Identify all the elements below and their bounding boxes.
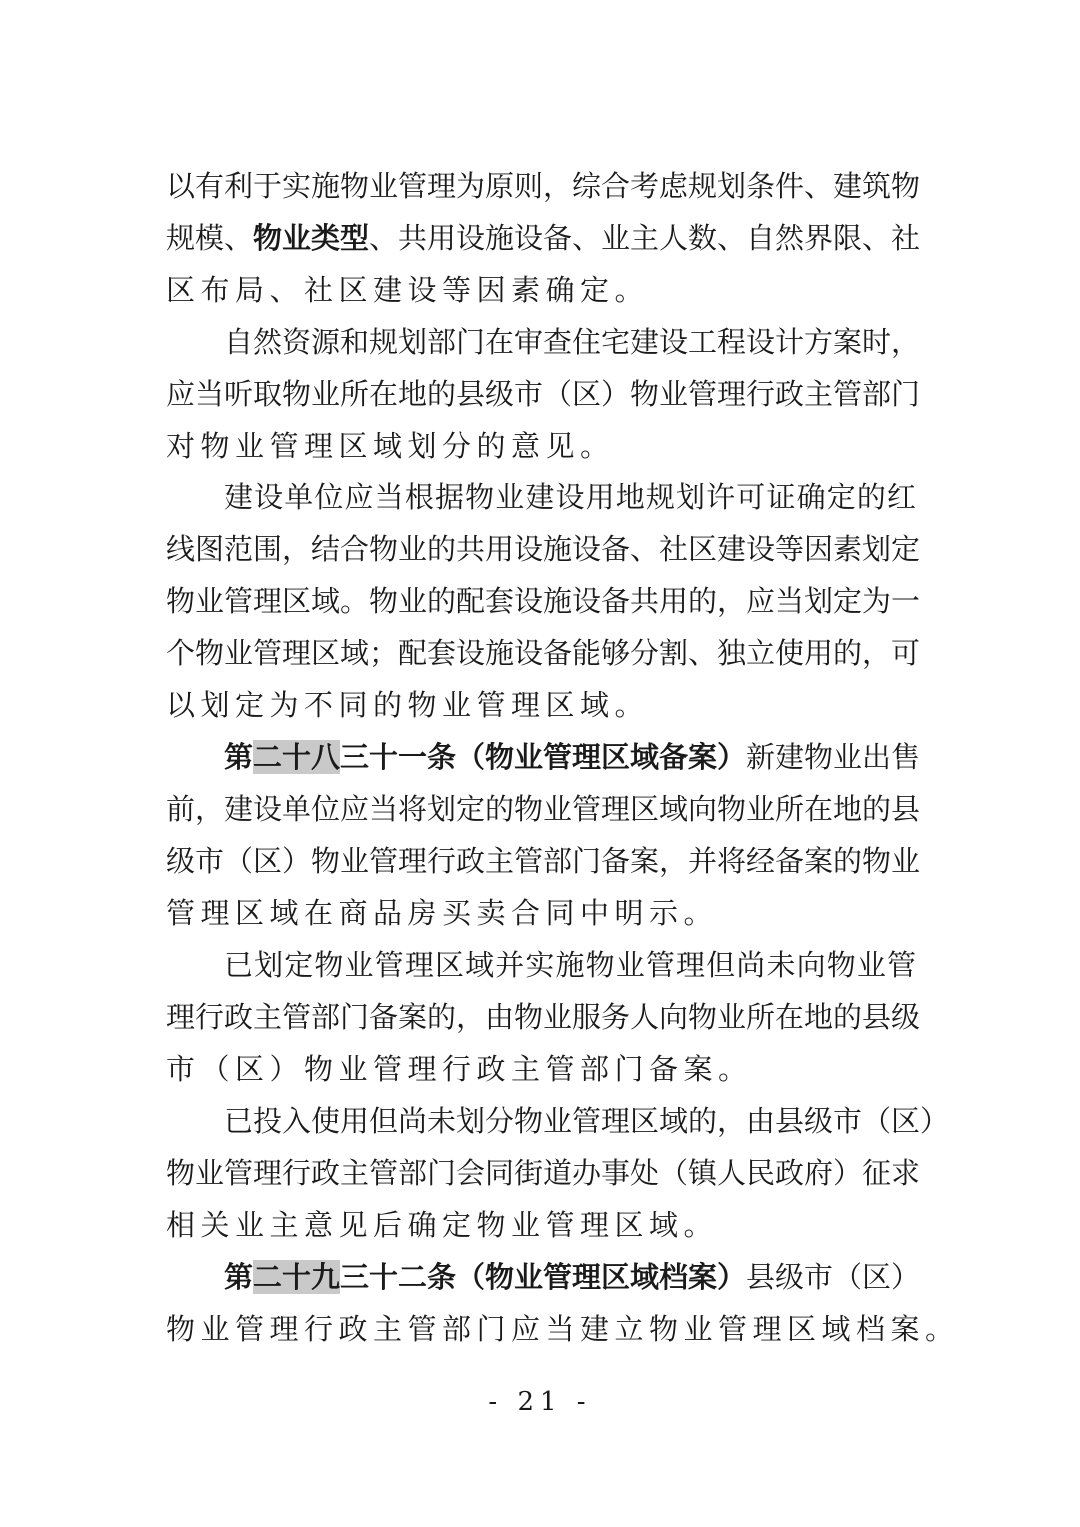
text-span: 县级市（区） xyxy=(746,1260,921,1294)
article-heading-line xyxy=(224,1257,921,1297)
paragraph-first-line: 建设单位应当根据物业建设用地规划许可证确定的红 xyxy=(224,480,916,514)
article-prefix: 第 xyxy=(224,740,254,774)
article-prefix: 第 xyxy=(224,1260,254,1294)
bold-text: 物业类型 xyxy=(253,221,370,255)
page-number: - 21 - xyxy=(488,1387,592,1417)
text-line: 个物业管理区域；配套设施设备能够分割、独立使用的，可 xyxy=(166,636,921,670)
article-heading-line xyxy=(224,737,921,777)
text-line: 线图范围，结合物业的共用设施设备、社区建设等因素划定 xyxy=(166,532,921,566)
text-line xyxy=(166,218,921,258)
highlighted-old-number: 二十八 xyxy=(253,740,341,774)
text-span: 规模、 xyxy=(166,221,254,255)
text-line: 物业管理区域。物业的配套设施设备共用的，应当划定为一 xyxy=(166,584,921,618)
text-line: 物业管理行政主管部门应当建立物业管理区域档案。 xyxy=(166,1312,960,1346)
text-line: 区布局、社区建设等因素确定。 xyxy=(166,273,650,307)
article-title: 三十一条（物业管理区域备案） xyxy=(340,740,747,774)
paragraph-first-line: 已划定物业管理区域并实施物业管理但尚未向物业管 xyxy=(224,948,916,982)
text-line: 前，建设单位应当将划定的物业管理区域向物业所在地的县 xyxy=(166,792,921,826)
text-line: 管理区域在商品房买卖合同中明示。 xyxy=(166,896,719,930)
text-line: 理行政主管部门备案的，由物业服务人向物业所在地的县级 xyxy=(166,1000,921,1034)
text-span: 新建物业出售 xyxy=(746,740,921,774)
article-title: 三十二条（物业管理区域档案） xyxy=(340,1260,747,1294)
text-line: 市（区）物业管理行政主管部门备案。 xyxy=(166,1052,753,1086)
text-line: 以划定为不同的物业管理区域。 xyxy=(166,688,650,722)
paragraph-first-line: 已投入使用但尚未划分物业管理区域的，由县级市（区） xyxy=(224,1104,950,1138)
paragraph-first-line: 自然资源和规划部门在审查住宅建设工程设计方案时， xyxy=(224,325,921,359)
text-line: 物业管理行政主管部门会同街道办事处（镇人民政府）征求 xyxy=(166,1156,921,1190)
highlighted-old-number: 二十九 xyxy=(253,1260,341,1294)
text-span: 、共用设施设备、业主人数、自然界限、社 xyxy=(369,221,921,255)
text-line: 以有利于实施物业管理为原则，综合考虑规划条件、建筑物 xyxy=(166,169,921,203)
text-line: 相关业主意见后确定物业管理区域。 xyxy=(166,1208,719,1242)
text-line: 对物业管理区域划分的意见。 xyxy=(166,429,615,463)
text-line: 级市（区）物业管理行政主管部门备案，并将经备案的物业 xyxy=(166,844,921,878)
text-line: 应当听取物业所在地的县级市（区）物业管理行政主管部门 xyxy=(166,377,921,411)
